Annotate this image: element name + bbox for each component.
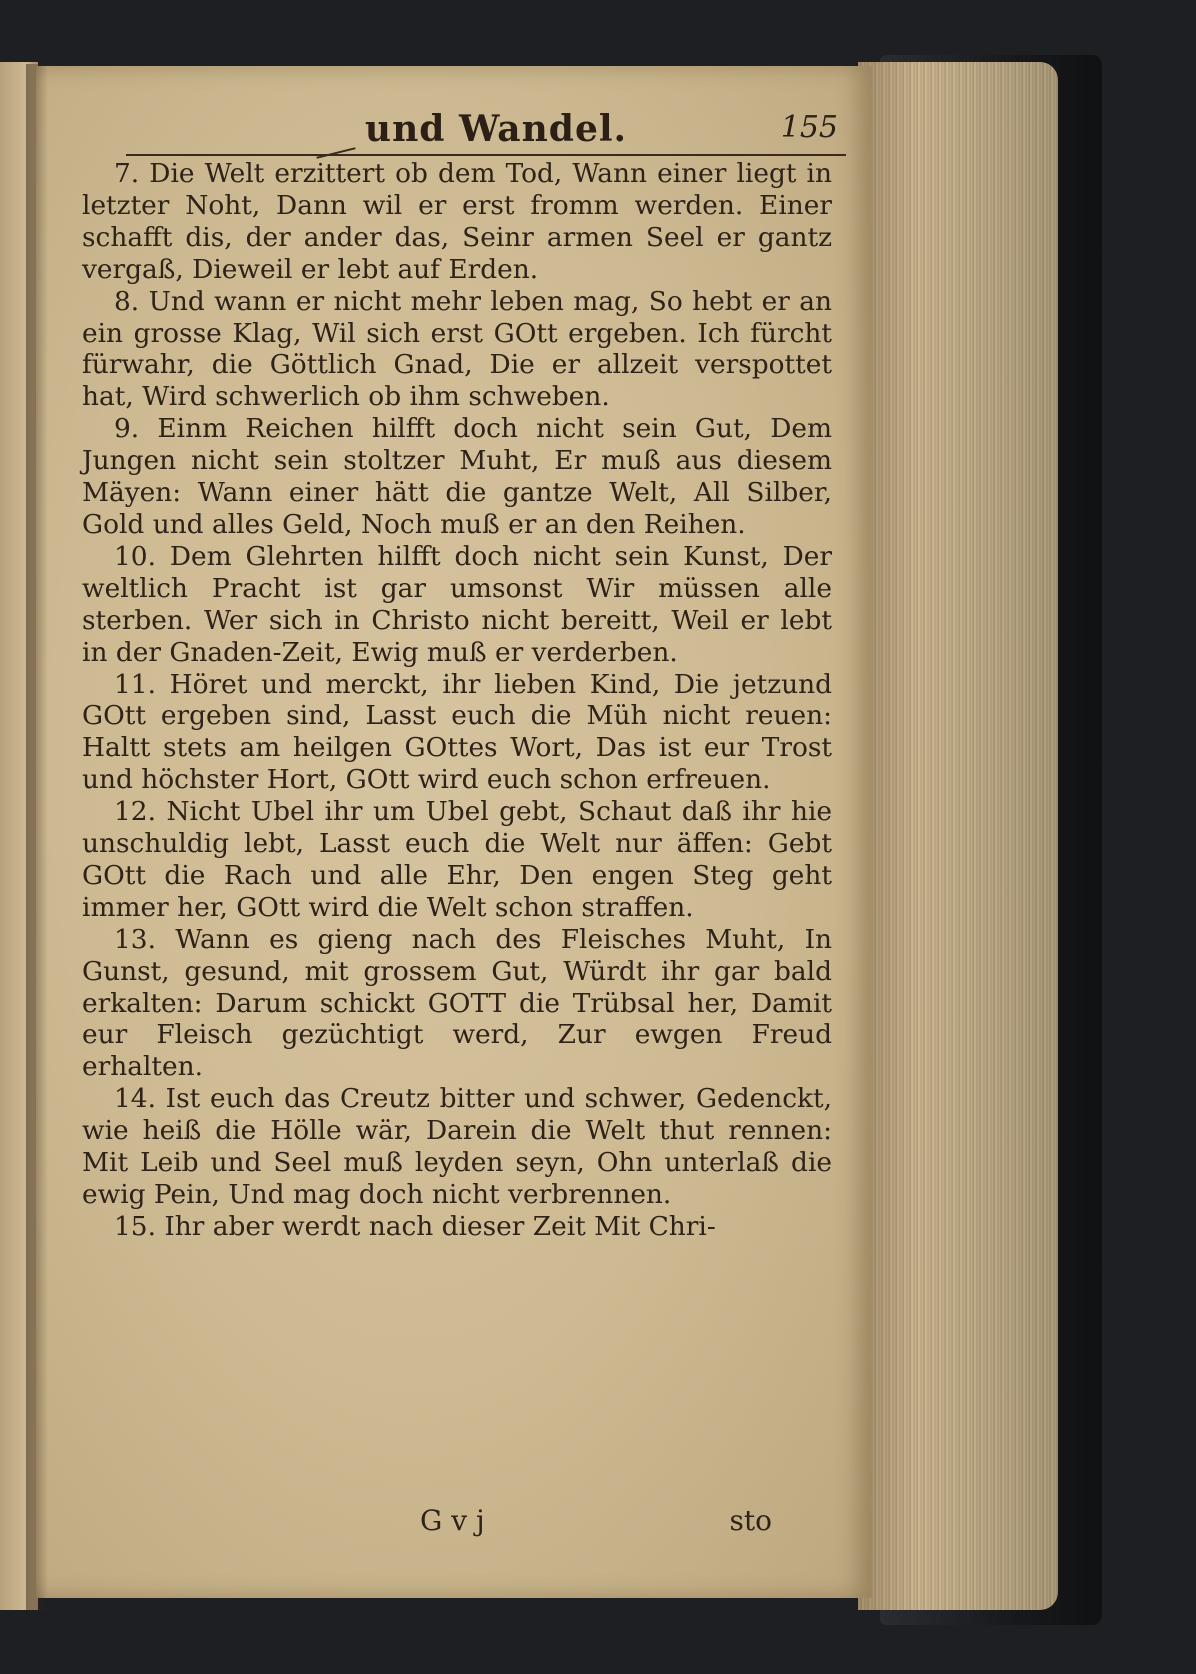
stanza-10: 10. Dem Glehrten hilfft doch nicht sein Kunst, Der weltlich Pracht ist gar umsonst Wir müssen alle sterben. Wer sich in Christo nicht bereitt, Weil er lebt in der Gnaden-Zeit, Ewig muß er verderben. <box>82 540 832 668</box>
running-title: und Wandel. <box>364 108 628 150</box>
stanza-11: 11. Höret und merckt, ihr lieben Kind, Die jetzund GOtt ergeben sind, Lasst euch die Müh nicht reuen: Haltt stets am heilgen GOttes Wort, Das ist eur Trost und höchster Hort, GOtt wird euch schon erfreuen. <box>82 668 832 796</box>
book-page <box>36 66 872 1598</box>
page-number: 155 <box>780 110 838 145</box>
stanza-14: 14. Ist euch das Creutz bitter und schwer, Gedenckt, wie heiß die Hölle wär, Darein die Welt thut rennen: Mit Leib und Seel muß leyden seyn, Ohn unterlaß die ewig Pein, Und mag doch nicht verbrennen. <box>82 1083 832 1210</box>
signature-mark: G v j <box>420 1504 485 1537</box>
stanza-9: 9. Einm Reichen hilfft doch nicht sein Gut, Dem Jungen nicht sein stoltzer Muht, Er muß aus diesem Mäyen: Wann einer hätt die gantze Welt, All Silber, Gold und alles Geld, Noch muß er an den Reihen. <box>82 413 832 540</box>
hymn-text <box>82 158 832 1243</box>
catchword: sto <box>729 1504 772 1537</box>
stanza-7: 7. Die Welt erzittert ob dem Tod, Wann einer liegt in letzter Noht, Dann wil er erst fromm werden. Einer schafft dis, der ander das, Seinr armen Seel er gantz vergaß, Dieweil er lebt auf Erden. <box>82 158 832 285</box>
stanza-12: 12. Nicht Ubel ihr um Ubel gebt, Schaut daß ihr hie unschuldig lebt, Lasst euch die Welt nur äffen: Gebt GOtt die Rach und alle Ehr, Den engen Steg geht immer her, GOtt wird die Welt schon straffen. <box>82 796 832 923</box>
stanza-8: 8. Und wann er nicht mehr leben mag, So hebt er an ein grosse Klag, Wil sich erst GOtt ergeben. Ich fürcht fürwahr, die Göttlich Gnad, Die er allzeit verspottet hat, Wird schwerlich ob ihm schweben. <box>82 285 832 413</box>
gutter-shadow <box>26 64 48 1610</box>
stanza-13: 13. Wann es gieng nach des Fleisches Muht, In Gunst, gesund, mit grossem Gut, Würdt ihr gar bald erkalten: Darum schickt GOTT die Trübsal her, Damit eur Fleisch gezüchtigt werd, Zur ewgen Freud erhalten. <box>82 923 832 1083</box>
page-header <box>126 108 846 156</box>
page-edges <box>858 62 1058 1610</box>
stanza-15: 15. Ihr aber werdt nach dieser Zeit Mit Chri- <box>114 1210 716 1242</box>
page-footer <box>82 1504 832 1538</box>
